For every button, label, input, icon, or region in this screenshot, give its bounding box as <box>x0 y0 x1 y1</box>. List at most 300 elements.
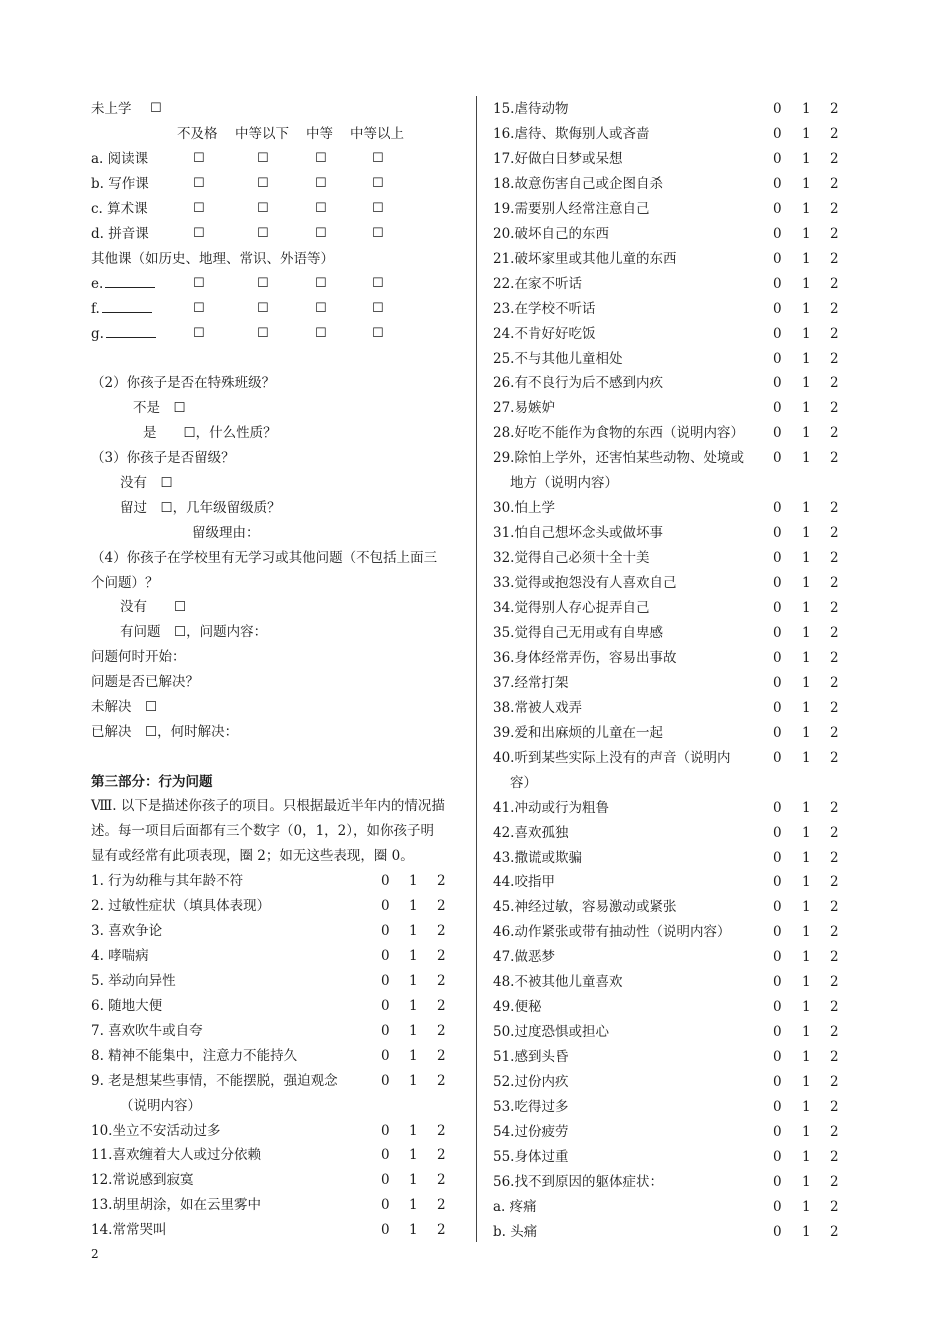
behavior-item: 56.找不到原因的躯体症状： <box>493 1173 663 1190</box>
behavior-item: 2. 过敏性症状（填具体表现） <box>91 897 271 914</box>
score-option[interactable]: 0 <box>773 874 782 891</box>
score-option[interactable]: 2 <box>830 125 839 142</box>
grade-checkbox[interactable]: ☐ <box>372 226 384 241</box>
score-option[interactable]: 0 <box>773 101 782 117</box>
behavior-item: 51.感到头昏 <box>493 1049 569 1066</box>
grade-checkbox[interactable]: ☐ <box>372 301 384 316</box>
score-option[interactable]: 2 <box>830 450 839 467</box>
score-option[interactable]: 2 <box>830 1024 839 1041</box>
score-option[interactable]: 1 <box>802 649 811 666</box>
behavior-item: 19.需要别人经常注意自己 <box>493 200 650 217</box>
grade-checkbox[interactable]: ☐ <box>193 301 205 316</box>
score-option[interactable]: 2 <box>830 275 839 292</box>
score-option[interactable]: 1 <box>409 1022 418 1039</box>
score-option[interactable]: 2 <box>830 974 839 991</box>
score-option[interactable]: 2 <box>830 1123 839 1140</box>
behavior-item: 5. 举动向异性 <box>91 972 176 989</box>
repeat-grade-reason-label: 留级理由： <box>192 525 260 541</box>
score-option[interactable]: 2 <box>830 500 839 517</box>
score-option[interactable]: 0 <box>773 300 782 317</box>
score-option[interactable]: 2 <box>830 425 839 442</box>
score-option[interactable]: 0 <box>773 1148 782 1165</box>
score-option[interactable]: 2 <box>437 873 446 889</box>
behavior-item: 47.做恶梦 <box>493 949 555 966</box>
score-option[interactable]: 2 <box>437 1197 446 1214</box>
problem-start-label: 问题何时开始： <box>91 649 186 665</box>
score-option[interactable]: 0 <box>381 1197 390 1214</box>
score-option[interactable]: 1 <box>802 1173 811 1190</box>
score-option[interactable]: 0 <box>773 1024 782 1041</box>
page-number: 2 <box>91 1247 99 1261</box>
score-option[interactable]: 0 <box>381 1047 390 1064</box>
score-option[interactable]: 0 <box>773 624 782 641</box>
behavior-item: 53.吃得过多 <box>493 1099 569 1115</box>
grade-checkbox[interactable]: ☐ <box>257 301 269 316</box>
score-option[interactable]: 2 <box>830 300 839 317</box>
score-option[interactable]: 0 <box>773 1074 782 1091</box>
score-option[interactable]: 0 <box>773 350 782 367</box>
score-option[interactable]: 2 <box>830 949 839 966</box>
grade-checkbox[interactable]: ☐ <box>315 301 327 316</box>
behavior-item: 42.喜欢孤独 <box>493 824 569 841</box>
other-subject-letter: e. <box>91 276 104 292</box>
score-option[interactable]: 1 <box>802 350 811 367</box>
behavior-item: 49.便秘 <box>493 999 542 1016</box>
grade-checkbox[interactable]: ☐ <box>257 201 269 216</box>
score-option[interactable]: 1 <box>802 150 811 167</box>
score-option[interactable]: 0 <box>773 125 782 142</box>
behavior-item: 38.常被人戏弄 <box>493 699 582 716</box>
score-option[interactable]: 0 <box>773 450 782 467</box>
behavior-item: 16.虐待、欺侮别人或吝啬 <box>493 125 650 142</box>
score-option[interactable]: 0 <box>773 1099 782 1115</box>
score-option[interactable]: 1 <box>802 225 811 242</box>
score-option[interactable]: 1 <box>802 275 811 292</box>
question-school-problems: （4）你孩子在学校里有无学习或其他问题（不包括上面三 <box>91 550 438 566</box>
score-option[interactable]: 2 <box>830 699 839 716</box>
score-option[interactable]: 2 <box>830 101 839 117</box>
score-option[interactable]: 0 <box>773 250 782 267</box>
score-option[interactable]: 1 <box>409 1222 418 1239</box>
repeat-grade-no-option[interactable]: 没有 ☐ <box>120 475 173 491</box>
score-option[interactable]: 1 <box>409 1047 418 1064</box>
grade-checkbox[interactable]: ☐ <box>372 151 384 166</box>
score-option[interactable]: 0 <box>381 1122 390 1139</box>
other-subject-letter: g. <box>91 326 104 342</box>
score-option[interactable]: 1 <box>802 799 811 816</box>
score-option[interactable]: 1 <box>802 899 811 916</box>
behavior-item: 35.觉得自己无用或有自卑感 <box>493 624 663 641</box>
grade-checkbox[interactable]: ☐ <box>372 326 384 341</box>
score-option[interactable]: 2 <box>437 1072 446 1089</box>
behavior-item: 37.经常打架 <box>493 674 569 691</box>
score-option[interactable]: 0 <box>381 947 390 964</box>
score-option[interactable]: 2 <box>830 225 839 242</box>
score-option[interactable]: 1 <box>802 749 811 766</box>
behavior-item: 32.觉得自己必须十全十美 <box>493 550 650 567</box>
behavior-item: 23.在学校不听话 <box>493 300 596 317</box>
subject-label: a. 阅读课 <box>91 151 149 167</box>
subject-label: b. 写作课 <box>91 176 149 192</box>
score-option[interactable]: 0 <box>773 600 782 616</box>
score-option[interactable]: 2 <box>830 400 839 417</box>
score-option[interactable]: 0 <box>381 1022 390 1039</box>
score-option[interactable]: 0 <box>773 225 782 242</box>
score-option[interactable]: 1 <box>802 624 811 641</box>
column-divider <box>476 96 477 1242</box>
other-subject-blank[interactable] <box>106 325 156 338</box>
behavior-item: 9. 老是想某些事情，不能摆脱，强迫观念 <box>91 1072 338 1089</box>
score-option[interactable]: 2 <box>830 1049 839 1066</box>
score-option[interactable]: 2 <box>830 375 839 392</box>
score-option[interactable]: 2 <box>830 550 839 567</box>
score-option[interactable]: 1 <box>802 999 811 1016</box>
unresolved-option[interactable]: 未解决 ☐ <box>91 699 158 715</box>
score-option[interactable]: 2 <box>830 749 839 766</box>
score-option[interactable]: 0 <box>773 575 782 592</box>
score-option[interactable]: 1 <box>802 600 811 616</box>
other-subject-blank[interactable] <box>102 300 152 313</box>
score-option[interactable]: 1 <box>802 400 811 417</box>
score-option[interactable]: 2 <box>830 200 839 217</box>
grade-checkbox[interactable]: ☐ <box>257 176 269 191</box>
behavior-item: 40.听到某些实际上没有的声音（说明内 <box>493 749 731 766</box>
behavior-item: 44.咬指甲 <box>493 874 555 891</box>
behavior-item: 28.好吃不能作为食物的东西（说明内容） <box>493 425 744 442</box>
other-subject-label <box>91 274 155 294</box>
score-option[interactable]: 1 <box>409 1172 418 1189</box>
score-option[interactable]: 1 <box>802 849 811 866</box>
behavior-item: 4. 哮喘病 <box>91 947 149 964</box>
score-option[interactable]: 1 <box>802 949 811 966</box>
score-option[interactable]: 1 <box>409 1197 418 1214</box>
score-option[interactable]: 1 <box>802 300 811 317</box>
behavior-item: 7. 喜欢吹牛或自夸 <box>91 1022 203 1039</box>
resolved-option[interactable]: 已解决 ☐，何时解决： <box>91 724 239 740</box>
score-option[interactable]: 1 <box>409 922 418 939</box>
behavior-item: 50.过度恐惧或担心 <box>493 1024 609 1041</box>
score-option[interactable]: 2 <box>830 1223 839 1240</box>
special-class-yes-option[interactable]: 是 ☐，什么性质？ <box>143 425 277 441</box>
grade-checkbox[interactable]: ☐ <box>257 151 269 166</box>
score-option[interactable]: 1 <box>802 974 811 991</box>
behavior-item: 43.撒谎或欺骗 <box>493 849 582 866</box>
score-option[interactable]: 1 <box>802 175 811 192</box>
score-option[interactable]: 1 <box>802 1148 811 1165</box>
school-problems-no-option[interactable]: 没有 ☐ <box>120 599 187 615</box>
behavior-item: 10.坐立不安活动过多 <box>91 1122 221 1139</box>
score-option[interactable]: 2 <box>437 897 446 914</box>
grade-checkbox[interactable]: ☐ <box>193 226 205 241</box>
score-option[interactable]: 2 <box>830 600 839 616</box>
score-option[interactable]: 1 <box>802 1198 811 1215</box>
score-option[interactable]: 2 <box>830 525 839 542</box>
grade-checkbox[interactable]: ☐ <box>315 226 327 241</box>
score-option[interactable]: 2 <box>830 250 839 267</box>
score-option[interactable]: 0 <box>773 150 782 167</box>
behavior-item-continuation: 地方（说明内容） <box>510 475 618 492</box>
problem-resolved-label: 问题是否已解决？ <box>91 674 199 690</box>
not-in-school-label: 未上学 <box>91 101 132 117</box>
score-option[interactable]: 2 <box>830 824 839 841</box>
behavior-item: 18.故意伤害自己或企图自杀 <box>493 175 663 192</box>
grade-checkbox[interactable]: ☐ <box>372 201 384 216</box>
behavior-item: 13.胡里胡涂，如在云里雾中 <box>91 1197 261 1214</box>
subject-label: d. 拼音课 <box>91 226 149 242</box>
score-option[interactable]: 1 <box>802 1049 811 1066</box>
grade-checkbox[interactable]: ☐ <box>193 326 205 341</box>
score-option[interactable]: 1 <box>409 1122 418 1139</box>
behavior-item: 1. 行为幼稚与其年龄不符 <box>91 873 244 889</box>
grade-checkbox[interactable]: ☐ <box>257 276 269 291</box>
score-option[interactable]: 0 <box>773 1173 782 1190</box>
behavior-item: 55.身体过重 <box>493 1148 569 1165</box>
grade-checkbox[interactable]: ☐ <box>315 176 327 191</box>
grade-checkbox[interactable]: ☐ <box>257 326 269 341</box>
score-option[interactable]: 2 <box>830 849 839 866</box>
score-option[interactable]: 0 <box>381 997 390 1014</box>
score-option[interactable]: 0 <box>773 799 782 816</box>
score-option[interactable]: 1 <box>802 525 811 542</box>
behavior-item: 17.好做白日梦或呆想 <box>493 150 623 167</box>
score-option[interactable]: 2 <box>437 997 446 1014</box>
behavior-item: 15.虐待动物 <box>493 101 569 117</box>
behavior-item: 11.喜欢缠着大人或过分依赖 <box>91 1147 261 1164</box>
score-option[interactable]: 0 <box>381 972 390 989</box>
behavior-item: 12.常说感到寂寞 <box>91 1172 194 1189</box>
score-option[interactable]: 0 <box>773 375 782 392</box>
score-option[interactable]: 1 <box>409 1072 418 1089</box>
score-option[interactable]: 2 <box>830 325 839 342</box>
score-option[interactable]: 0 <box>773 824 782 841</box>
score-option[interactable]: 0 <box>381 1147 390 1164</box>
score-option[interactable]: 1 <box>802 674 811 691</box>
other-subject-letter: f. <box>91 301 100 317</box>
special-class-no-option[interactable]: 不是 ☐ <box>133 400 186 416</box>
score-option[interactable]: 2 <box>830 1198 839 1215</box>
score-option[interactable]: 2 <box>830 674 839 691</box>
other-subjects-title: 其他课（如历史、地理、常识、外语等） <box>91 251 334 267</box>
score-option[interactable]: 0 <box>773 724 782 741</box>
score-option[interactable]: 1 <box>802 375 811 392</box>
behavior-item: 54.过份疲劳 <box>493 1123 569 1140</box>
score-option[interactable]: 0 <box>773 200 782 217</box>
score-option[interactable]: 0 <box>381 897 390 914</box>
score-option[interactable]: 0 <box>773 749 782 766</box>
score-option[interactable]: 2 <box>830 624 839 641</box>
not-in-school-checkbox[interactable]: ☐ <box>150 101 162 116</box>
behavior-item: 48.不被其他儿童喜欢 <box>493 974 623 991</box>
score-option[interactable]: 0 <box>381 1222 390 1239</box>
behavior-item: 45.神经过敏，容易激动或紧张 <box>493 899 677 916</box>
behavior-item: 20.破坏自己的东西 <box>493 225 609 242</box>
score-option[interactable]: 1 <box>802 250 811 267</box>
score-option[interactable]: 0 <box>381 873 390 889</box>
behavior-item: 39.爱和出麻烦的儿童在一起 <box>493 724 663 741</box>
behavior-item: 36.身体经常弄伤，容易出事故 <box>493 649 677 666</box>
score-option[interactable]: 1 <box>409 873 418 889</box>
score-option[interactable]: 2 <box>437 1147 446 1164</box>
score-option[interactable]: 1 <box>409 947 418 964</box>
score-option[interactable]: 0 <box>773 325 782 342</box>
score-option[interactable]: 1 <box>802 1024 811 1041</box>
grade-checkbox[interactable]: ☐ <box>315 151 327 166</box>
score-option[interactable]: 0 <box>773 175 782 192</box>
score-option[interactable]: 1 <box>409 897 418 914</box>
score-option[interactable]: 0 <box>773 425 782 442</box>
behavior-item: 31.怕自己想坏念头或做坏事 <box>493 525 663 542</box>
score-option[interactable]: 0 <box>773 400 782 417</box>
score-option[interactable]: 2 <box>830 899 839 916</box>
other-subject-label <box>91 324 156 344</box>
grade-checkbox[interactable]: ☐ <box>193 201 205 216</box>
question-repeat-grade: （3）你孩子是否留级？ <box>91 450 235 466</box>
grade-header: 中等以下 <box>235 126 289 142</box>
score-option[interactable]: 0 <box>381 1172 390 1189</box>
score-option[interactable]: 2 <box>830 1173 839 1190</box>
grade-checkbox[interactable]: ☐ <box>315 326 327 341</box>
behavior-item: a. 疼痛 <box>493 1198 537 1215</box>
behavior-item: 25.不与其他儿童相处 <box>493 350 623 367</box>
score-option[interactable]: 1 <box>802 1123 811 1140</box>
score-option[interactable]: 0 <box>773 275 782 292</box>
score-option[interactable]: 1 <box>802 125 811 142</box>
behavior-item: 33.觉得或抱怨没有人喜欢自己 <box>493 575 677 592</box>
behavior-item: 29.除怕上学外，还害怕某些动物、处境或 <box>493 450 744 467</box>
score-option[interactable]: 1 <box>409 1147 418 1164</box>
question-special-class: （2）你孩子是否在特殊班级？ <box>91 375 276 391</box>
score-option[interactable]: 1 <box>802 425 811 442</box>
score-option[interactable]: 2 <box>437 947 446 964</box>
score-option[interactable]: 2 <box>830 874 839 891</box>
score-option[interactable]: 0 <box>381 1072 390 1089</box>
score-option[interactable]: 0 <box>773 699 782 716</box>
grade-checkbox[interactable]: ☐ <box>372 176 384 191</box>
score-option[interactable]: 2 <box>830 150 839 167</box>
score-option[interactable]: 2 <box>437 972 446 989</box>
grade-checkbox[interactable]: ☐ <box>193 176 205 191</box>
part3-intro-line3: 显有或经常有此项表现，圈 2；如无这些表现，圈 0。 <box>91 848 414 864</box>
score-option[interactable]: 2 <box>830 575 839 592</box>
score-option[interactable]: 0 <box>773 974 782 991</box>
score-option[interactable]: 1 <box>802 824 811 841</box>
score-option[interactable]: 2 <box>437 1047 446 1064</box>
grade-checkbox[interactable]: ☐ <box>372 276 384 291</box>
score-option[interactable]: 1 <box>802 575 811 592</box>
score-option[interactable]: 2 <box>437 922 446 939</box>
score-option[interactable]: 1 <box>802 1223 811 1240</box>
score-option[interactable]: 0 <box>773 649 782 666</box>
school-problems-yes-option[interactable]: 有问题 ☐，问题内容： <box>120 624 268 640</box>
score-option[interactable]: 2 <box>437 1122 446 1139</box>
score-option[interactable]: 2 <box>830 175 839 192</box>
score-option[interactable]: 1 <box>802 699 811 716</box>
score-option[interactable]: 0 <box>773 924 782 941</box>
score-option[interactable]: 0 <box>773 1198 782 1215</box>
score-option[interactable]: 1 <box>802 500 811 517</box>
part3-intro-line1: Ⅷ. 以下是描述你孩子的项目。只根据最近半年内的情况描 <box>91 798 445 814</box>
score-option[interactable]: 0 <box>773 999 782 1016</box>
score-option[interactable]: 1 <box>802 200 811 217</box>
score-option[interactable]: 1 <box>802 724 811 741</box>
behavior-item: 3. 喜欢争论 <box>91 922 163 939</box>
score-option[interactable]: 2 <box>437 1222 446 1239</box>
score-option[interactable]: 1 <box>802 550 811 567</box>
score-option[interactable]: 2 <box>830 1099 839 1115</box>
score-option[interactable]: 0 <box>381 922 390 939</box>
score-option[interactable]: 0 <box>773 949 782 966</box>
score-option[interactable]: 1 <box>802 1099 811 1115</box>
grade-header: 不及格 <box>177 126 218 142</box>
grade-checkbox[interactable]: ☐ <box>315 276 327 291</box>
score-option[interactable]: 1 <box>802 450 811 467</box>
score-option[interactable]: 1 <box>802 874 811 891</box>
score-option[interactable]: 1 <box>802 101 811 117</box>
behavior-item: 22.在家不听话 <box>493 275 582 292</box>
behavior-item: 34.觉得别人存心捉弄自己 <box>493 600 650 616</box>
score-option[interactable]: 2 <box>830 999 839 1016</box>
behavior-item: 21.破坏家里或其他儿童的东西 <box>493 250 677 267</box>
grade-checkbox[interactable]: ☐ <box>193 151 205 166</box>
grade-checkbox[interactable]: ☐ <box>315 201 327 216</box>
score-option[interactable]: 1 <box>409 997 418 1014</box>
behavior-item: 41.冲动或行为粗鲁 <box>493 799 609 816</box>
behavior-item: b. 头痛 <box>493 1223 538 1240</box>
behavior-item-continuation: （说明内容） <box>120 1097 201 1114</box>
subject-label: c. 算术课 <box>91 201 148 217</box>
score-option[interactable]: 0 <box>773 899 782 916</box>
behavior-item: 52.过份内疚 <box>493 1074 569 1091</box>
grade-header: 中等 <box>306 126 333 142</box>
score-option[interactable]: 0 <box>773 1049 782 1066</box>
grade-checkbox[interactable]: ☐ <box>193 276 205 291</box>
score-option[interactable]: 2 <box>830 649 839 666</box>
score-option[interactable]: 0 <box>773 550 782 567</box>
behavior-item: 26.有不良行为后不感到内疚 <box>493 375 663 392</box>
score-option[interactable]: 2 <box>437 1172 446 1189</box>
behavior-item-continuation: 容） <box>510 774 537 791</box>
question-school-problems-cont: 个问题）？ <box>91 575 159 591</box>
behavior-item: 30.怕上学 <box>493 500 555 517</box>
behavior-item: 14.常常哭叫 <box>91 1222 167 1239</box>
score-option[interactable]: 0 <box>773 525 782 542</box>
score-option[interactable]: 0 <box>773 1223 782 1240</box>
score-option[interactable]: 2 <box>437 1022 446 1039</box>
score-option[interactable]: 1 <box>802 1074 811 1091</box>
part3-title: 第三部分：行为问题 <box>91 774 213 790</box>
score-option[interactable]: 0 <box>773 674 782 691</box>
score-option[interactable]: 0 <box>773 1123 782 1140</box>
behavior-item: 46.动作紧张或带有抽动性（说明内容） <box>493 924 731 941</box>
score-option[interactable]: 1 <box>802 924 811 941</box>
score-option[interactable]: 0 <box>773 500 782 517</box>
repeat-grade-yes-option[interactable]: 留过 ☐，几年级留级质？ <box>120 500 281 516</box>
behavior-item: 24.不肯好好吃饭 <box>493 325 596 342</box>
score-option[interactable]: 2 <box>830 799 839 816</box>
score-option[interactable]: 1 <box>409 972 418 989</box>
score-option[interactable]: 1 <box>802 325 811 342</box>
other-subject-blank[interactable] <box>105 275 155 288</box>
score-option[interactable]: 2 <box>830 1148 839 1165</box>
score-option[interactable]: 2 <box>830 350 839 367</box>
behavior-item: 27.易嫉妒 <box>493 400 555 417</box>
score-option[interactable]: 2 <box>830 1074 839 1091</box>
score-option[interactable]: 2 <box>830 724 839 741</box>
score-option[interactable]: 0 <box>773 849 782 866</box>
grade-checkbox[interactable]: ☐ <box>257 226 269 241</box>
score-option[interactable]: 2 <box>830 924 839 941</box>
part3-intro-line2: 述。每一项目后面都有三个数字（0，1，2），如你孩子明 <box>91 823 435 839</box>
